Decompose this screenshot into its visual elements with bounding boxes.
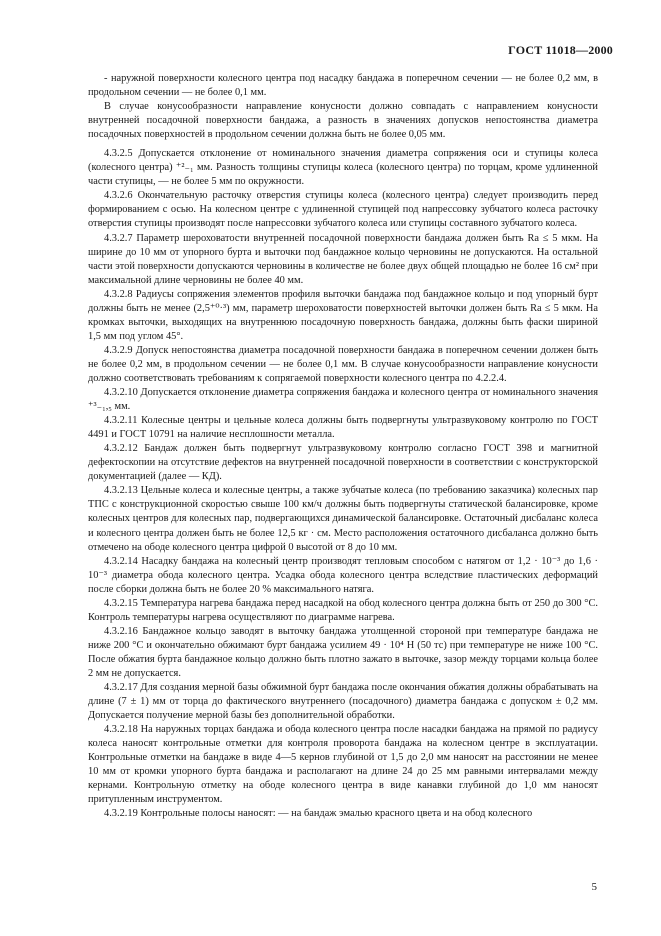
- paragraph: 4.3.2.14 Насадку бандажа на колесный центр производят тепловым способом с натягом от 1,2 · 10⁻³ до 1,6 · 10⁻³ диаметра обода колесного центра. Усадка обода колесного центра вследствие пластических деформаций после сборки должна быть не более 20 % максимального натяга.: [88, 555, 598, 595]
- document-body: [88, 72, 598, 821]
- paragraph: 4.3.2.5 Допускается отклонение от номинального значения диаметра сопряжения оси и ступицы колеса (колесного центра) ⁺²₋₁ мм. Разность толщины ступицы колеса (колесного центра) по торцам, кроме удлиненной части ступицы, — не более 5 мм по окружности.: [88, 148, 598, 188]
- paragraph: 4.3.2.10 Допускается отклонение диаметра сопряжения бандажа и колесного центра от номинального значения ⁺³₋₁,₅ мм.: [88, 387, 598, 413]
- page-number: 5: [591, 881, 597, 893]
- paragraph: 4.3.2.18 На наружных торцах бандажа и обода колесного центра после насадки бандажа на прямой по радиусу колеса наносят контрольные отметки для контроля проворота бандажа на колесном центре в эксплуатации. Контрольные отметки на бандаже в виде 4—5 кернов глубиной от 1,5 до 2,0 мм наносят на расстоянии не менее 10 мм от кромки упорного бурта бандажа и располагают на длине 24 до 25 мм равными интервалами между кернами. Контрольную отметку на ободе колесного центра в виде канавки глубиной до 1,0 мм наносят притупленным инструментом.: [88, 724, 598, 806]
- paragraph: 4.3.2.9 Допуск непостоянства диаметра посадочной поверхности бандажа в поперечном сечении должен быть не более 0,2 мм, в продольном сечении — не более 0,1 мм. В случае конусообразности направление конусности должно соответствовать требованиям к сопрягаемой поверхности колесного центра по 4.2.2.4.: [88, 344, 598, 384]
- paragraph: 4.3.2.17 Для создания мерной базы обжимной бурт бандажа после окончания обжатия должны обрабатывать на длине (7 ± 1) мм от торца до фактического внутреннего (посадочного) диаметра бандажа с допуском ± 0,2 мм. Допускается получение мерной базы без дополнительной обработки.: [88, 682, 598, 722]
- paragraph: 4.3.2.19 Контрольные полосы наносят: — на бандаж эмалью красного цвета и на обод колесного: [104, 808, 533, 820]
- paragraph: 4.3.2.16 Бандажное кольцо заводят в выточку бандажа утолщенной стороной при температуре бандажа не ниже 200 °С и окончательно обжимают бурт бандажа усилием 49 · 10⁴ Н (50 тс) при температуре не ниже 100 °С. После обжатия бурта бандажное кольцо должно быть плотно зажато в выточке, зазор между торцами кольца более 2 мм не допускается.: [88, 625, 598, 679]
- paragraph: 4.3.2.12 Бандаж должен быть подвергнут ультразвуковому контролю согласно ГОСТ 398 и магнитной дефектоскопии на отсутствие дефектов на внутренней посадочной поверхности в соответствии с конструкторской документацией (далее — КД).: [88, 443, 598, 483]
- paragraph: 4.3.2.6 Окончательную расточку отверстия ступицы колеса (колесного центра) следует производить перед формированием с осью. На колесном центре с удлиненной ступицей под напрессовку зубчатого колеса расточку отверстия ступицы производят после напрессовки зубчатого колеса или ступицы составного зубчатого колеса.: [88, 190, 598, 230]
- paragraph: 4.3.2.7 Параметр шероховатости внутренней посадочной поверхности бандажа должен быть Ra ≤ 5 мкм. На ширине до 10 мм от упорного бурта и выточки под бандажное кольцо черновины не допускаются. На остальной части этой поверхности допускаются черновины в количестве не более двух общей площадью не более 16 см² при максимальной длине черновины не более 40 мм.: [88, 232, 598, 286]
- document-code-header: ГОСТ 11018—2000: [508, 43, 613, 57]
- paragraph: 4.3.2.11 Колесные центры и цельные колеса должны быть подвергнуты ультразвуковому контролю по ГОСТ 4491 и ГОСТ 10791 на наличие несплошности металла.: [88, 415, 598, 441]
- paragraph: 4.3.2.8 Радиусы сопряжения элементов профиля выточки бандажа под бандажное кольцо и под упорный бурт должны быть не менее (2,5⁺⁰·³) мм, параметр шероховатости поверхностей выточки должен быть Ra ≤ 5 мкм. На кромках выточки, выходящих на внутреннюю посадочную поверхность бандажа, должны быть фаски шириной 1,5 мм под углом 45°.: [88, 288, 598, 342]
- paragraph: 4.3.2.13 Цельные колеса и колесные центры, а также зубчатые колеса (по требованию заказчика) колесных пар ТПС с конструкционной скоростью свыше 100 км/ч должны быть подвергнуты статической балансировке, кроме колесных центров для колесных пар, подвергающихся динамической балансировке. Остаточный дисбаланс колеса и колесного центра должен быть не более 12,5 кг · см. Место расположения остаточного дисбаланса должно быть отмечено на ободе колесного центра цифрой 0 высотой от 8 до 10 мм.: [88, 485, 598, 553]
- paragraph: - наружной поверхности колесного центра под насадку бандажа в поперечном сечении — не более 0,2 мм, в продольном сечении — не более 0,1 мм.: [88, 73, 598, 99]
- paragraph: В случае конусообразности направление конусности должно совпадать с направлением конусности внутренней посадочной поверхности бандажа, а разность в значениях допусков непостоянства диаметра посадочных поверхностей в продольном сечении должна быть не более 0,05 мм.: [88, 101, 598, 141]
- paragraph: 4.3.2.15 Температура нагрева бандажа перед насадкой на обод колесного центра должна быть от 250 до 300 °С. Контроль температуры нагрева осуществляют по диаграмме нагрева.: [88, 597, 598, 623]
